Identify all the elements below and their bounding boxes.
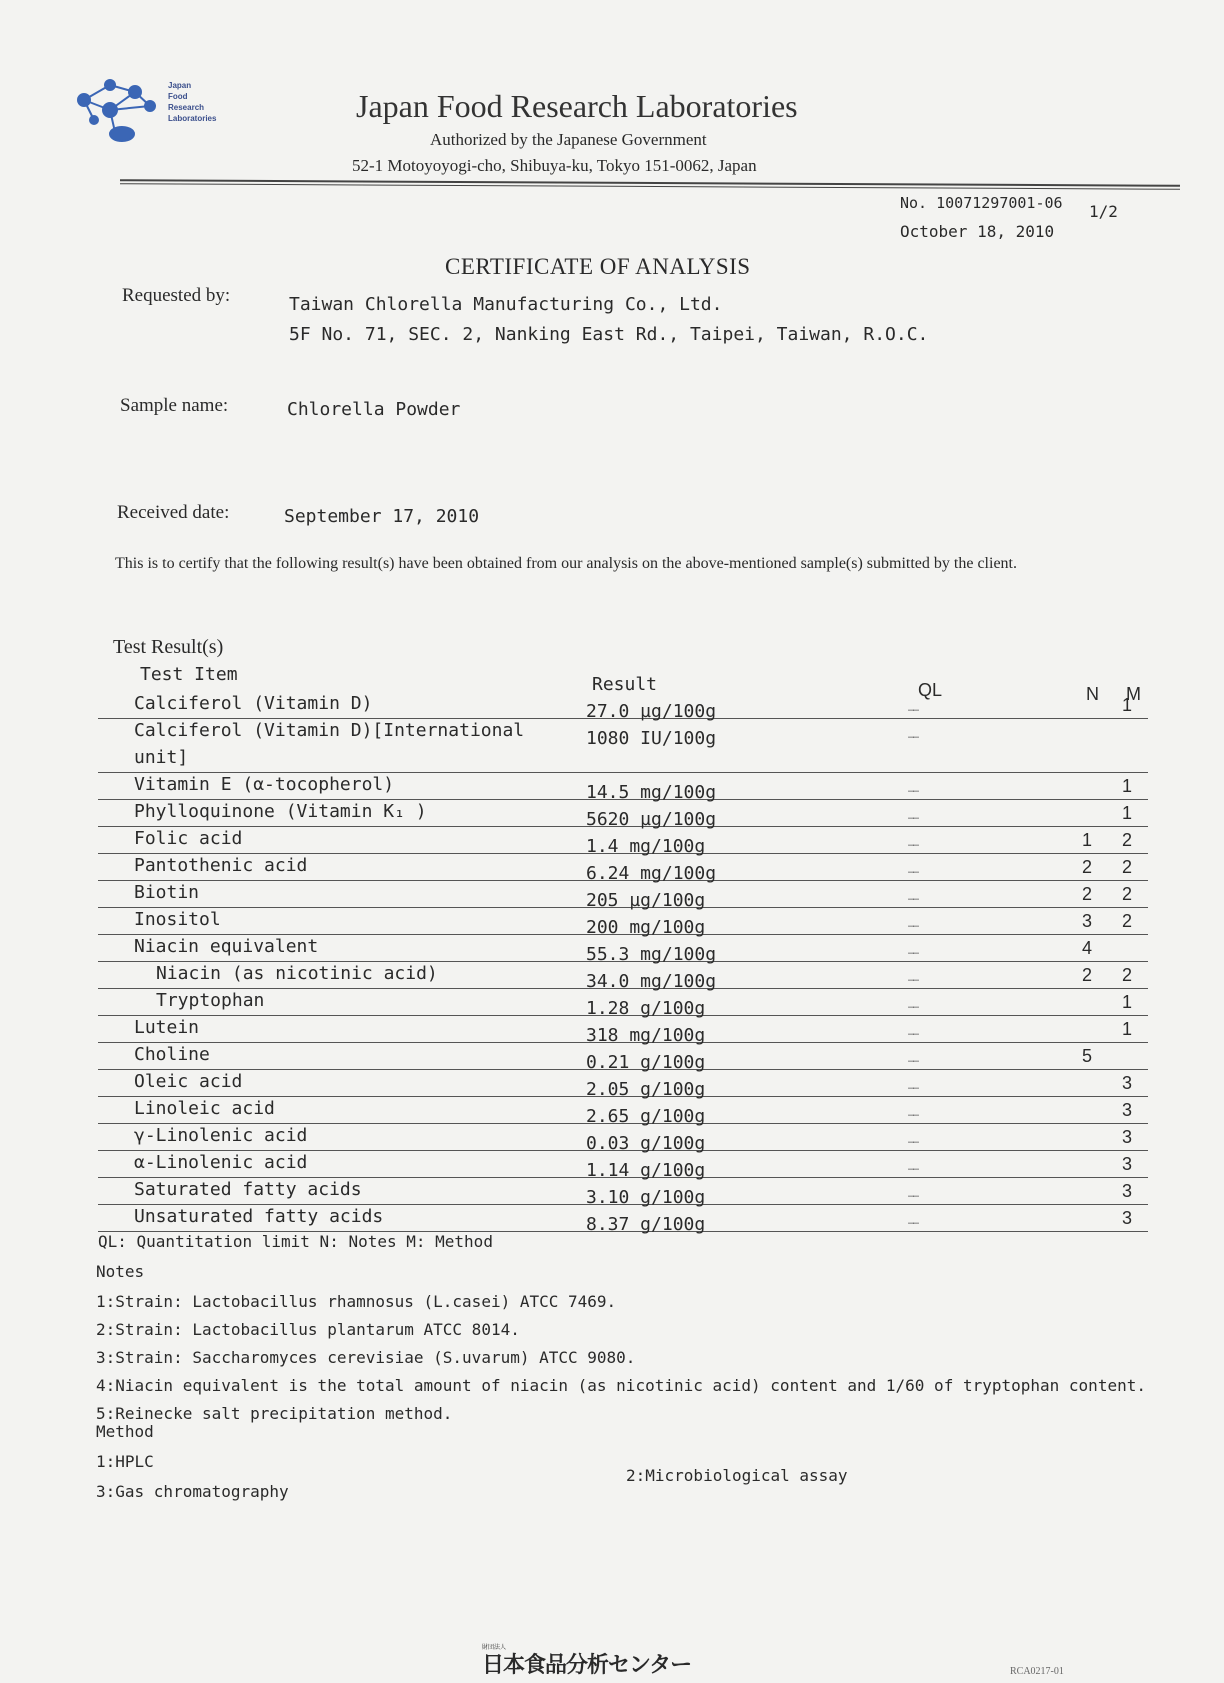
requester-address: 5F No. 71, SEC. 2, Nanking East Rd., Taipei, Taiwan, R.O.C. <box>289 324 929 345</box>
footer-org-japanese: 日本食品分析センター <box>482 1653 692 1678</box>
quantitation-limit: …… <box>908 1054 919 1065</box>
table-row <box>98 1096 1148 1127</box>
organization-address: 52-1 Motoyoyogi-cho, Shibuya-ku, Tokyo 151-0062, Japan <box>352 156 757 175</box>
method-ref: 1 <box>1122 803 1133 823</box>
note-ref: 2 <box>1082 884 1093 904</box>
table-row <box>98 1177 1148 1208</box>
method-item: 1:HPLC <box>96 1452 154 1471</box>
logo-text: Japan Food Research Laboratories <box>168 81 217 123</box>
test-item: Vitamin E (α-tocopherol) <box>134 774 395 795</box>
note-ref: 2 <box>1082 965 1093 985</box>
received-date-label: Received date: <box>117 502 230 523</box>
notes-heading: Notes <box>96 1262 145 1281</box>
table-row <box>98 772 1148 803</box>
method-ref: 2 <box>1122 884 1133 904</box>
method-ref: 3 <box>1122 1181 1133 1201</box>
method-item: 3:Gas chromatography <box>96 1482 289 1501</box>
footer-prefix: 財団法人 <box>482 1644 507 1651</box>
method-ref: 1 <box>1122 776 1133 796</box>
result-value: 5620 µg/100g <box>586 809 717 830</box>
table-row <box>98 961 1148 992</box>
note-item: 2:Strain: Lactobacillus plantarum ATCC 8014. <box>96 1320 520 1339</box>
col-header-ql: QL <box>918 680 943 700</box>
method-ref: 2 <box>1122 965 1133 985</box>
quantitation-limit: …… <box>908 730 919 741</box>
result-value: 0.21 g/100g <box>586 1052 706 1073</box>
test-item: Linoleic acid <box>134 1098 275 1119</box>
method-ref: 2 <box>1122 830 1133 850</box>
test-item: Biotin <box>134 882 200 903</box>
authorization-line: Authorized by the Japanese Government <box>430 130 707 149</box>
results-heading: Test Result(s) <box>113 636 224 658</box>
test-item: Pantothenic acid <box>134 855 308 876</box>
test-item: Saturated fatty acids <box>134 1179 362 1200</box>
table-row <box>98 799 1148 830</box>
col-header-m: M <box>1126 684 1141 704</box>
table-row <box>98 880 1148 911</box>
note-ref: 4 <box>1082 938 1093 958</box>
table-row <box>98 1150 1148 1181</box>
note-ref: 2 <box>1082 857 1093 877</box>
method-ref: 2 <box>1122 911 1133 931</box>
test-item: Phylloquinone (Vitamin K₁ ) <box>134 801 427 822</box>
table-row <box>98 691 1148 722</box>
method-ref: 1 <box>1122 992 1133 1012</box>
table-row <box>98 826 1148 857</box>
test-item: Lutein <box>134 1017 200 1038</box>
result-value: 34.0 mg/100g <box>586 971 717 992</box>
test-item: Niacin (as nicotinic acid) <box>156 963 438 984</box>
quantitation-limit: …… <box>908 838 919 849</box>
test-item: Inositol <box>134 909 221 930</box>
test-item: α-Linolenic acid <box>134 1152 308 1173</box>
quantitation-limit: …… <box>908 946 919 957</box>
quantitation-limit: …… <box>908 973 919 984</box>
note-item: 4:Niacin equivalent is the total amount of niacin (as nicotinic acid) content and 1/60 of tryptophan content. <box>96 1376 1146 1395</box>
result-value: 6.24 mg/100g <box>586 863 717 884</box>
note-ref: 3 <box>1082 911 1093 931</box>
certification-statement: This is to certify that the following result(s) have been obtained from our analysis on the above-mentioned sample(s) submitted by the client. <box>115 555 1017 572</box>
table-row <box>98 1015 1148 1046</box>
result-value: 1.14 g/100g <box>586 1160 706 1181</box>
table-row <box>98 718 1148 773</box>
quantitation-limit: …… <box>908 784 919 795</box>
result-value: 1.4 mg/100g <box>586 836 706 857</box>
result-value: 2.65 g/100g <box>586 1106 706 1127</box>
method-ref: 3 <box>1122 1100 1133 1120</box>
result-value: 27.0 µg/100g <box>586 701 717 722</box>
quantitation-limit: …… <box>908 1027 919 1038</box>
certificate-title: CERTIFICATE OF ANALYSIS <box>445 254 751 279</box>
quantitation-limit: …… <box>908 1081 919 1092</box>
result-value: 2.05 g/100g <box>586 1079 706 1100</box>
quantitation-limit: …… <box>908 703 919 714</box>
quantitation-limit: …… <box>908 1000 919 1011</box>
result-value: 1.28 g/100g <box>586 998 706 1019</box>
quantitation-limit: …… <box>908 919 919 930</box>
test-item: Choline <box>134 1044 210 1065</box>
requester-company: Taiwan Chlorella Manufacturing Co., Ltd. <box>289 294 723 315</box>
test-item: Niacin equivalent <box>134 936 319 957</box>
form-code: RCA0217-01 <box>1010 1666 1064 1677</box>
table-row <box>98 1042 1148 1073</box>
result-value: 3.10 g/100g <box>586 1187 706 1208</box>
test-item: γ-Linolenic acid <box>134 1125 308 1146</box>
result-value: 14.5 mg/100g <box>586 782 717 803</box>
sample-name: Chlorella Powder <box>287 399 461 420</box>
note-item: 1:Strain: Lactobacillus rhamnosus (L.casei) ATCC 7469. <box>96 1292 617 1311</box>
note-ref: 5 <box>1082 1046 1093 1066</box>
page-indicator: 1/2 <box>1089 202 1118 221</box>
test-item-continued: unit] <box>134 747 189 768</box>
result-value: 200 mg/100g <box>586 917 706 938</box>
table-row <box>98 1069 1148 1100</box>
table-row <box>98 853 1148 884</box>
result-value: 1080 IU/100g <box>586 728 717 749</box>
note-item: 5:Reinecke salt precipitation method. <box>96 1404 453 1423</box>
method-ref: 3 <box>1122 1154 1133 1174</box>
result-value: 0.03 g/100g <box>586 1133 706 1154</box>
result-value: 55.3 mg/100g <box>586 944 717 965</box>
table-row <box>98 1123 1148 1154</box>
col-header-item: Test Item <box>140 664 238 685</box>
quantitation-limit: …… <box>908 1189 919 1200</box>
method-ref: 1 <box>1122 695 1133 715</box>
test-item: Unsaturated fatty acids <box>134 1206 384 1227</box>
sample-name-label: Sample name: <box>120 395 229 416</box>
quantitation-limit: …… <box>908 1135 919 1146</box>
received-date: September 17, 2010 <box>284 506 480 527</box>
quantitation-limit: …… <box>908 1108 919 1119</box>
quantitation-limit: …… <box>908 1216 919 1227</box>
test-item: Tryptophan <box>156 990 265 1011</box>
document-number: No. 10071297001-06 <box>900 194 1063 212</box>
method-heading: Method <box>96 1422 154 1441</box>
method-ref: 3 <box>1122 1127 1133 1147</box>
test-item: Folic acid <box>134 828 243 849</box>
col-header-n: N <box>1086 684 1099 704</box>
method-ref: 3 <box>1122 1208 1133 1228</box>
method-ref: 1 <box>1122 1019 1133 1039</box>
table-row <box>98 907 1148 938</box>
requested-by-label: Requested by: <box>122 285 231 306</box>
note-ref: 1 <box>1082 830 1093 850</box>
test-item: Oleic acid <box>134 1071 243 1092</box>
test-item: Calciferol (Vitamin D) <box>134 693 373 714</box>
quantitation-limit: …… <box>908 892 919 903</box>
method-ref: 2 <box>1122 857 1133 877</box>
quantitation-limit: …… <box>908 865 919 876</box>
result-value: 318 mg/100g <box>586 1025 706 1046</box>
method-ref: 3 <box>1122 1073 1133 1093</box>
quantitation-limit: …… <box>908 1162 919 1173</box>
test-item: Calciferol (Vitamin D)[International <box>134 720 525 741</box>
organization-name: Japan Food Research Laboratories <box>356 88 798 124</box>
table-row <box>98 988 1148 1019</box>
note-item: 3:Strain: Saccharomyces cerevisiae (S.uvarum) ATCC 9080. <box>96 1348 636 1367</box>
method-item: 2:Microbiological assay <box>626 1466 848 1485</box>
table-row <box>98 1204 1148 1235</box>
col-header-result: Result <box>592 674 658 695</box>
document-date: October 18, 2010 <box>900 222 1055 241</box>
table-legend: QL: Quantitation limit N: Notes M: Method <box>98 1232 493 1251</box>
result-value: 205 µg/100g <box>586 890 706 911</box>
result-value: 8.37 g/100g <box>586 1214 706 1235</box>
quantitation-limit: …… <box>908 811 919 822</box>
table-row <box>98 934 1148 965</box>
